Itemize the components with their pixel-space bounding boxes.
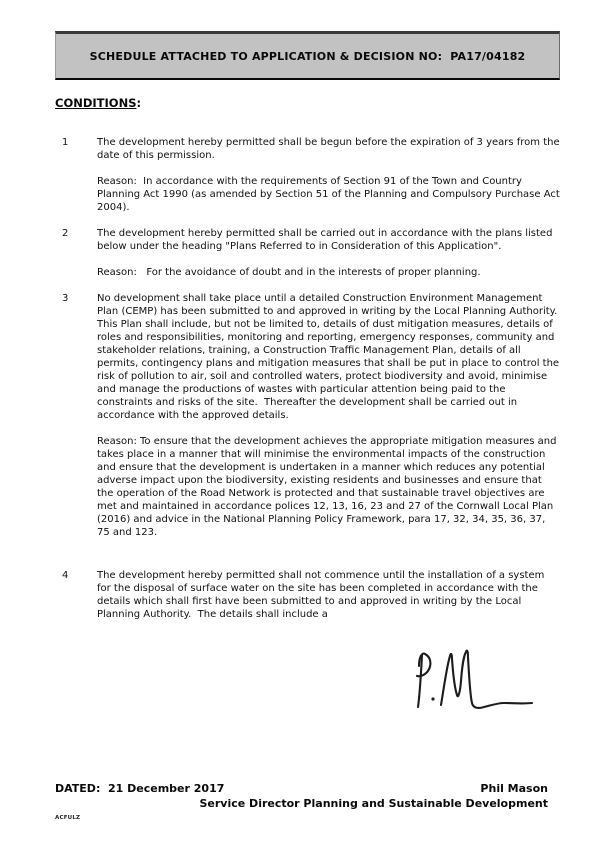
condition-2-reason: Reason: For the avoidance of doubt and in the interests of proper planning. xyxy=(97,267,481,278)
condition-2-number: 2 xyxy=(62,228,69,239)
condition-1-number: 1 xyxy=(62,137,69,148)
conditions-heading-text: CONDITIONS xyxy=(55,96,137,110)
signatory-name: Phil Mason xyxy=(480,782,548,795)
footer-row-dated xyxy=(55,782,560,795)
schedule-header-title: SCHEDULE ATTACHED TO APPLICATION & DECISION NO: PA17/04182 xyxy=(89,49,526,63)
signature-area xyxy=(55,645,560,723)
condition-3-text: No development shall take place until a detailed Construction Environment Management Plan (CEMP) has been submitted to and approved in writing by the Local Planning Authority. This Plan shall include, but not be limited to, details of dust mitigation measures, details of roles and responsibilities, monitoring and reporting, emergency responses, community and stakeholder relations, training, a Construction Traffic Management Plan, details of all permits, contingency plans and mitigation measures that shall be put in place to control the risk of pollution to air, soil and controlled waters, protect biodiversity and avoid, minimise and manage the productions of wastes with particular attention being paid to the constraints and risks of the site. Thereafter the development shall be carried out in accordance with the approved details. xyxy=(97,293,564,421)
condition-3-reason: Reason: To ensure that the development achieves the appropriate mitigation measures and takes place in a manner that will minimise the environmental impacts of the construction and ensure that the development is undertaken in a manner which reduces any potential adverse impact upon the biodiversity, existing residents and businesses and ensure that the operation of the Road Network is protected and that sustainable travel objectives are met and maintained in accordance polices 12, 13, 16, 23 and 27 of the Cornwall Local Plan (2016) and advice in the National Planning Policy Framework, para 17, 32, 34, 35, 36, 37, 75 and 123. xyxy=(97,436,560,538)
condition-1-text: The development hereby permitted shall be begun before the expiration of 3 years from the date of this permission. xyxy=(97,137,563,161)
condition-1-reason: Reason: In accordance with the requirements of Section 91 of the Town and Country Planning Act 1990 (as amended by Section 51 of the Planning and Compulsory Purchase Act 2004). xyxy=(97,176,563,213)
document-code: ACFULZ xyxy=(55,815,81,821)
condition-4-number: 4 xyxy=(62,570,69,581)
condition-2-text: The development hereby permitted shall be carried out in accordance with the plans listed below under the heading "Plans Referred to in Consideration of this Application". xyxy=(97,228,556,252)
document-footer xyxy=(55,782,560,821)
condition-4-text: The development hereby permitted shall not commence until the installation of a system for the disposal of surface water on the site has been completed in accordance with the details which shall first have been submitted to and approved in writing by the Local Planning Authority. The details shall include a xyxy=(97,570,548,620)
document-content xyxy=(55,0,564,723)
schedule-header-box xyxy=(55,31,560,80)
condition-3 xyxy=(55,292,564,539)
condition-1 xyxy=(55,136,563,214)
condition-4-body xyxy=(97,569,560,621)
conditions-heading-colon: : xyxy=(136,96,142,110)
condition-4 xyxy=(55,569,560,621)
condition-1-body xyxy=(97,136,563,214)
condition-3-body xyxy=(97,292,564,539)
conditions-heading xyxy=(55,96,560,110)
condition-3-number: 3 xyxy=(62,293,69,304)
handwritten-signature-image xyxy=(406,645,538,723)
condition-2-body xyxy=(97,227,560,279)
signatory-title: Service Director Planning and Sustainable Development xyxy=(199,797,548,810)
condition-2 xyxy=(55,227,560,279)
dated-label: DATED: 21 December 2017 xyxy=(55,782,225,795)
